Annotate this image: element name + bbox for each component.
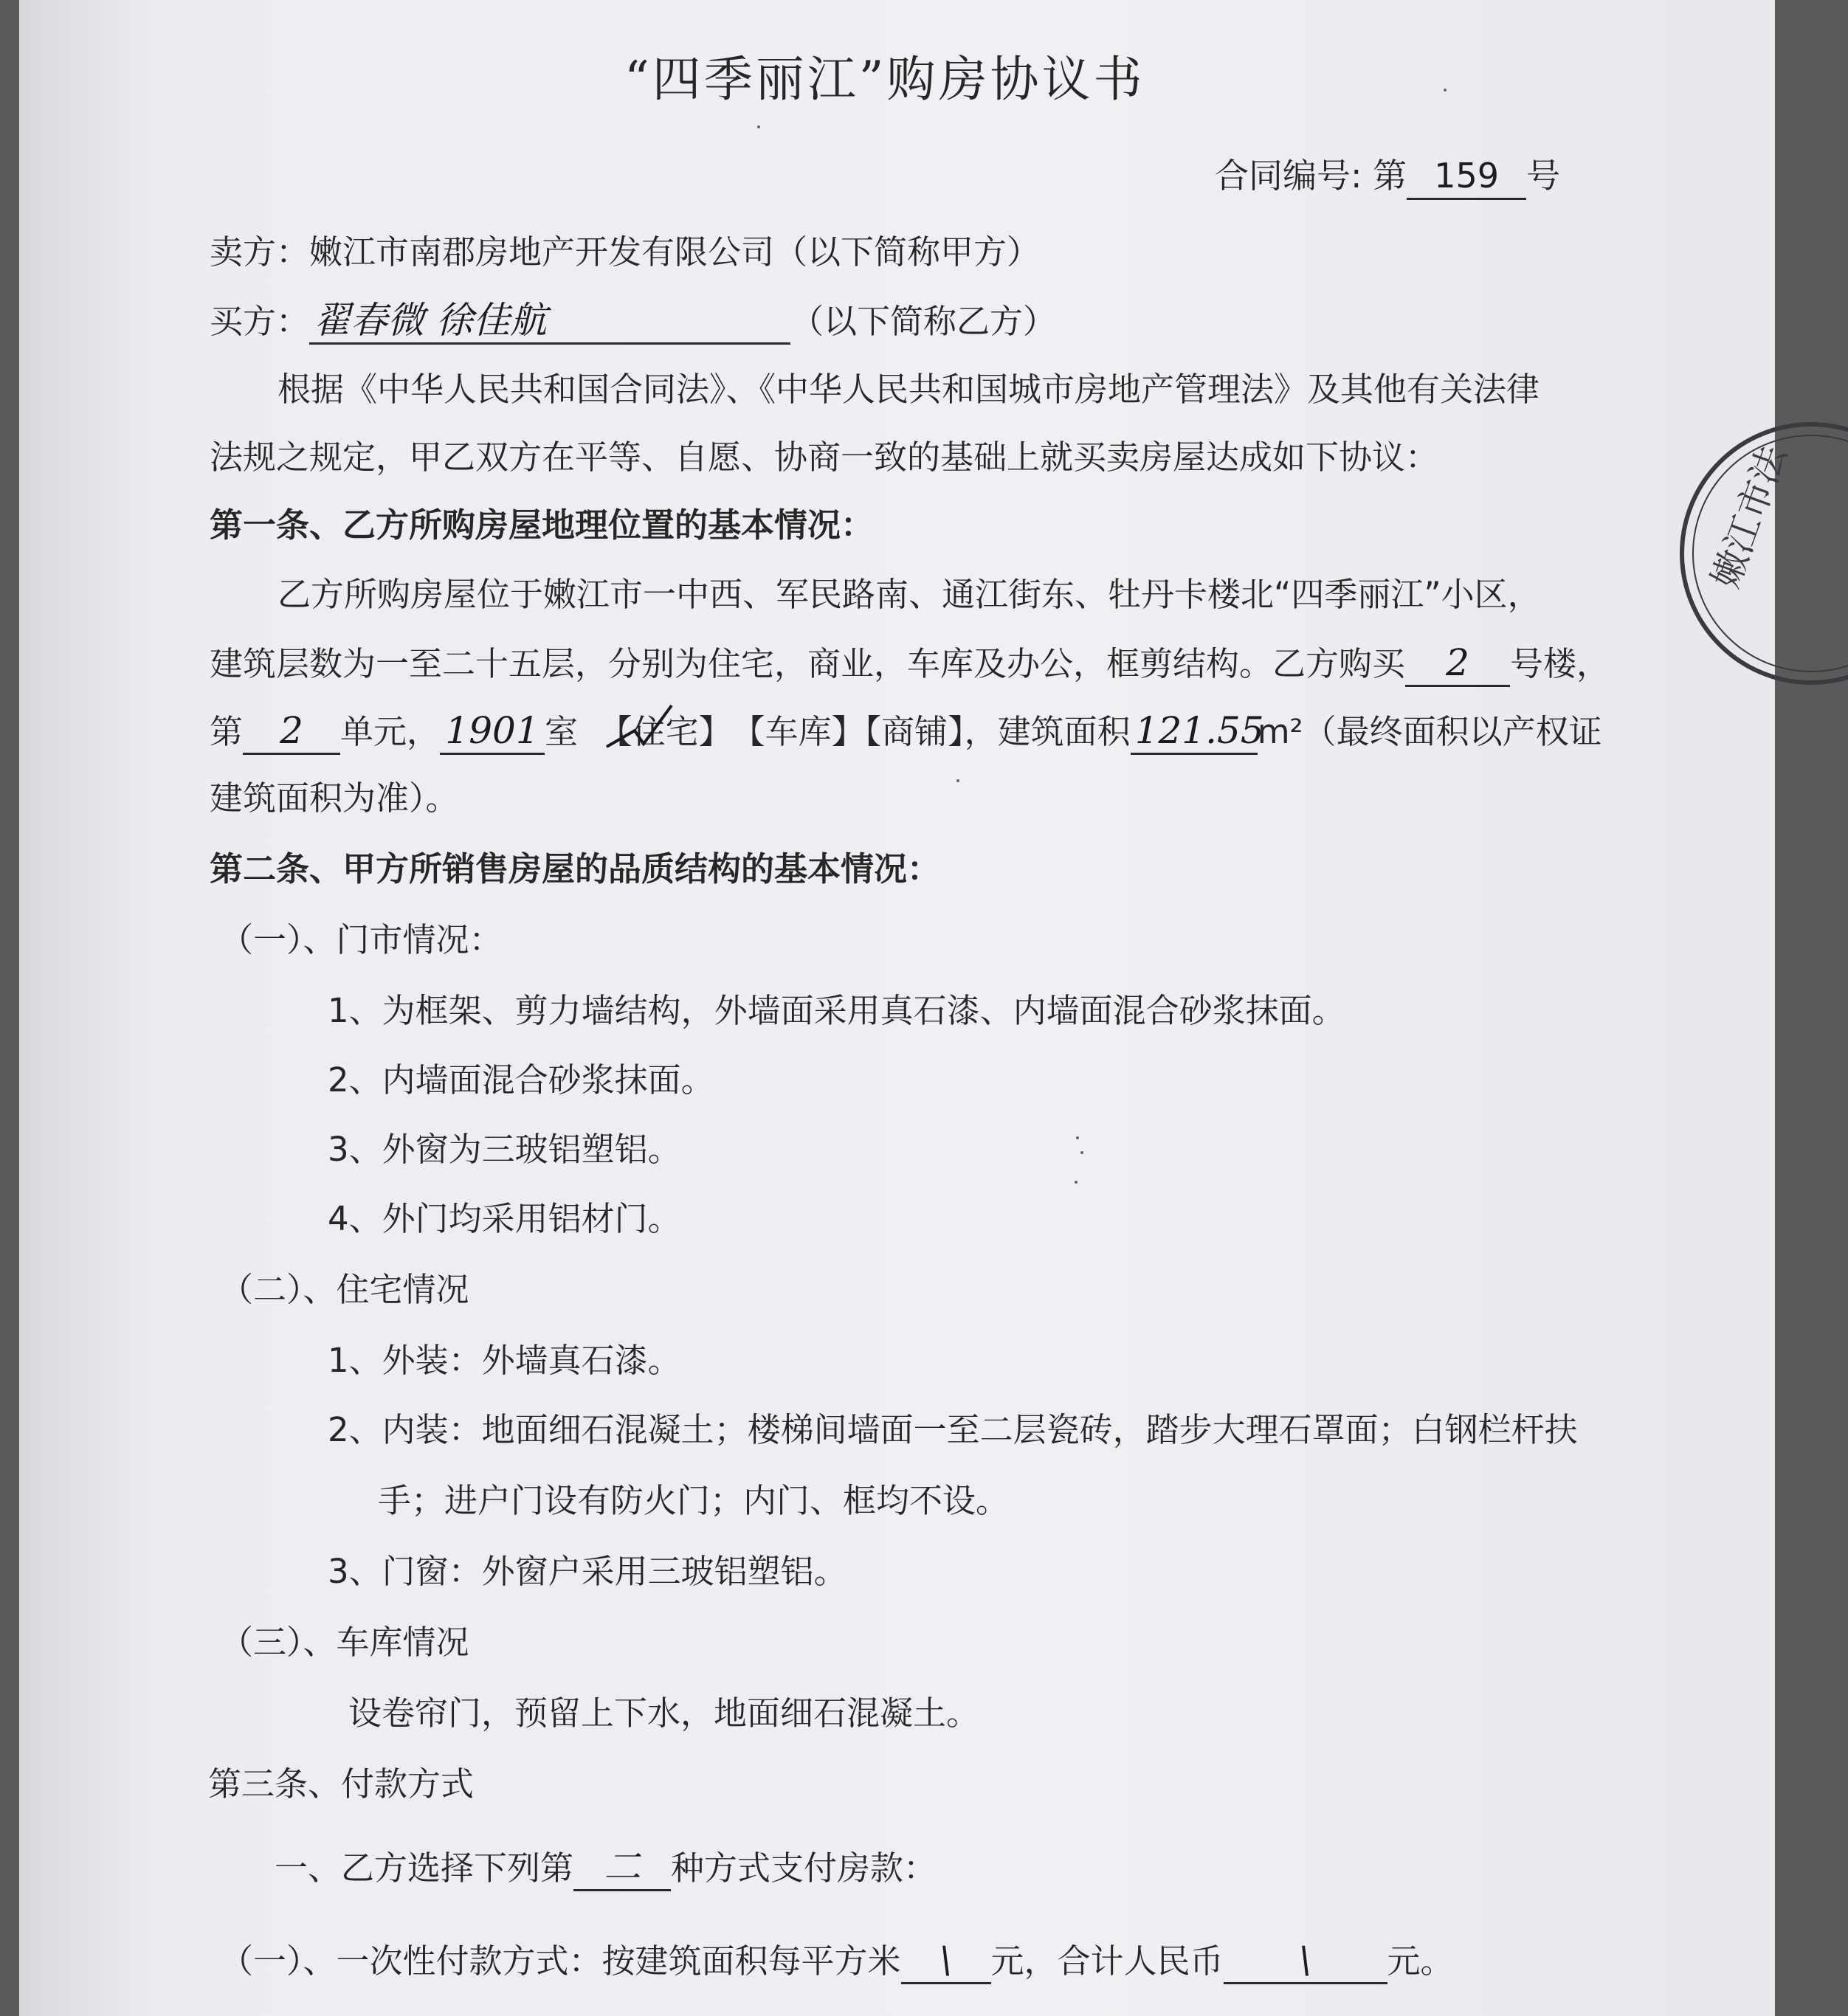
room-suffix: 室	[545, 712, 579, 751]
article-1-line-1: 乙方所购房屋位于嫩江市一中西、军民路南、通江街东、牡丹卡楼北“四季丽江”小区，	[277, 575, 1541, 614]
lump-sum-prefix: （一）、一次性付款方式：按建筑面积每平方米	[220, 1941, 901, 1981]
article-1-heading: 第一条、乙方所购房屋地理位置的基本情况：	[210, 505, 875, 545]
article-2-heading: 第二条、甲方所销售房屋的品质结构的基本情况：	[210, 849, 941, 888]
payment-method-suffix: 种方式支付房款：	[671, 1848, 937, 1888]
storefront-item-2: 2、内墙面混合砂浆抹面。	[328, 1060, 714, 1100]
preamble-line-2: 法规之规定，甲乙双方在平等、自愿、协商一致的基础上就买卖房屋达成如下协议：	[210, 438, 1439, 477]
contract-number-line	[1215, 153, 1560, 200]
lump-sum-suffix: 元。	[1387, 1941, 1454, 1981]
other-options-label: 【车库】【商铺】，建筑面积	[731, 712, 1131, 751]
area-unit-note: m²（最终面积以产权证	[1257, 712, 1602, 751]
article-1-line-2-end: 号楼，	[1510, 644, 1610, 683]
document-title: “四季丽江”购房协议书	[624, 51, 1145, 108]
buyer-suffix: （以下简称乙方）	[790, 302, 1057, 341]
unit-number: 2	[243, 708, 340, 755]
document-page	[19, 0, 1795, 2016]
payment-method-choice: 二	[573, 1845, 671, 1891]
storefront-item-1: 1、为框架、剪力墙结构，外墙面采用真石漆、内墙面混合砂浆抹面。	[328, 991, 1345, 1030]
residential-item-2-cont: 手；进户门设有防火门；内门、框均不设。	[378, 1481, 1010, 1520]
article-1-line-2-text: 建筑层数为一至二十五层，分别为住宅，商业，车库及办公，框剪结构。乙方购买	[210, 644, 1406, 683]
buyer-label: 买方：	[210, 302, 310, 341]
building-number: 2	[1405, 641, 1510, 687]
contract-number-prefix: 合同编号: 第	[1215, 156, 1407, 196]
residential-item-2: 2、内装：地面细石混凝土；楼梯间墙面一至二层瓷砖，踏步大理石罩面；白钢栏杆扶	[328, 1410, 1578, 1449]
seal-stamp	[1671, 413, 1848, 694]
article-1-line-3	[210, 708, 1602, 755]
checked-option-residential	[599, 710, 732, 754]
check-mark-icon	[592, 701, 695, 760]
garage-text: 设卷帘门，预留上下水，地面细石混凝土。	[348, 1694, 980, 1733]
unit-suffix: 单元，	[340, 712, 441, 751]
contract-number-value: 159	[1407, 153, 1526, 200]
section-garage: （三）、车库情况	[220, 1623, 469, 1662]
seller-line: 卖方：嫩江市南郡房地产开发有限公司（以下简称甲方）	[210, 232, 1041, 272]
section-storefront: （一）、门市情况：	[220, 920, 503, 959]
article-1-line-4: 建筑面积为准）。	[210, 779, 459, 818]
preamble-line-1: 根据《中华人民共和国合同法》、《中华人民共和国城市房地产管理法》及其他有关法律	[277, 370, 1540, 409]
lump-sum-line	[220, 1938, 1454, 1984]
price-per-sqm: \	[901, 1938, 991, 1984]
article-1-line-2	[210, 641, 1610, 687]
residential-item-1: 1、外装：外墙真石漆。	[328, 1341, 681, 1380]
buyer-signature: 翟春微 徐佳航	[309, 298, 790, 345]
lump-sum-mid: 元，合计人民币	[990, 1941, 1224, 1981]
room-number: 1901	[440, 708, 545, 755]
buyer-line	[210, 298, 1056, 345]
contract-number-suffix: 号	[1526, 156, 1561, 196]
storefront-item-3: 3、外窗为三玻铝塑铝。	[328, 1130, 681, 1169]
floor-area: 121.55	[1131, 708, 1258, 755]
storefront-item-4: 4、外门均采用铝材门。	[328, 1199, 681, 1238]
total-amount: \	[1224, 1938, 1387, 1984]
residential-item-3: 3、门窗：外窗户采用三玻铝塑铝。	[328, 1552, 847, 1591]
svg-text:嫩江市法: 嫩江市法	[1703, 440, 1795, 594]
unit-prefix: 第	[210, 712, 244, 751]
payment-method-prefix: 一、乙方选择下列第	[275, 1848, 574, 1888]
option-residential-label: 【住宅】	[599, 712, 732, 751]
payment-method-line	[275, 1845, 937, 1891]
article-3-heading: 第三条、付款方式	[208, 1764, 475, 1803]
section-residential: （二）、住宅情况	[220, 1270, 469, 1309]
